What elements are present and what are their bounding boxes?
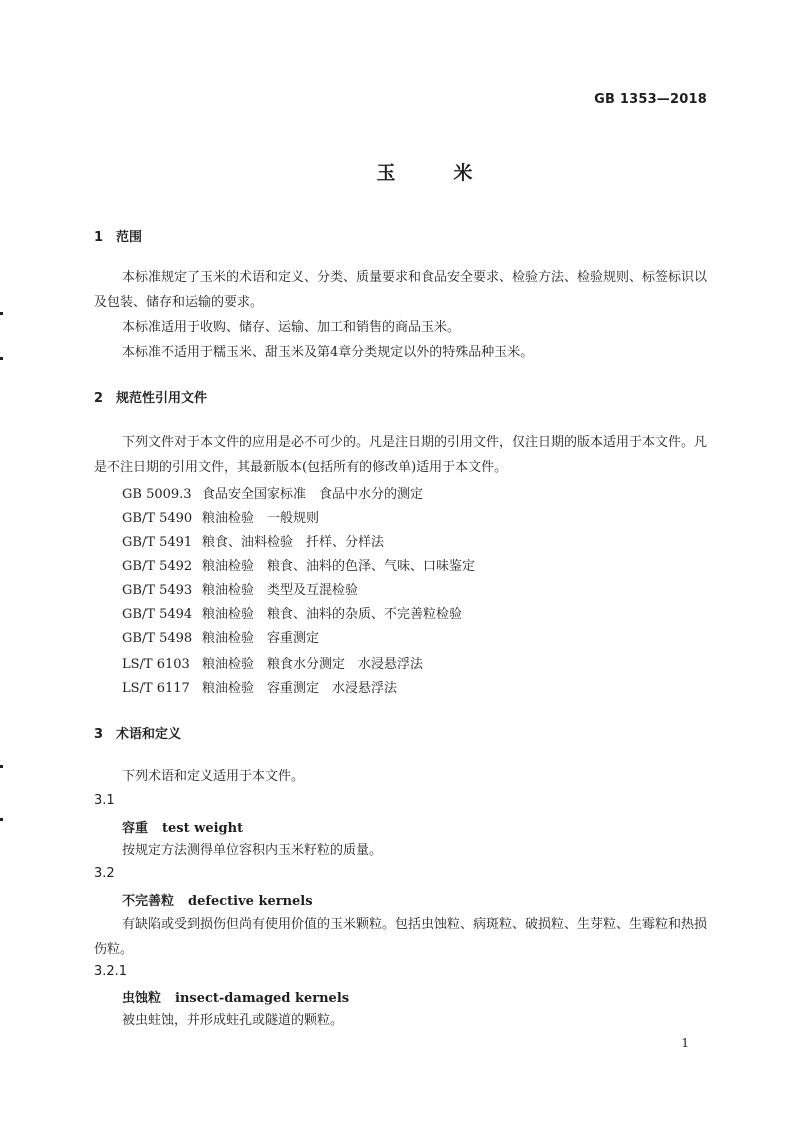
section-title: 术语和定义	[116, 727, 182, 742]
reference-title: 粮油检验 粮食、油料的色泽、气味、口味鉴定	[202, 559, 476, 574]
reference-item	[122, 603, 462, 622]
section-number: 1	[94, 230, 104, 245]
terms-intro: 下列术语和定义适用于本文件。	[122, 769, 305, 784]
reference-title: 粮油检验 粮食水分测定 水浸悬浮法	[202, 657, 424, 672]
standard-code: GB 1353—2018	[594, 92, 707, 107]
reference-code: GB/T 5494	[122, 607, 193, 622]
term-definition: 按规定方法测得单位容积内玉米籽粒的质量。	[122, 843, 383, 858]
term-definition: 被虫蛀蚀，并形成蛀孔或隧道的颗粒。	[122, 1013, 344, 1028]
scope-paragraph-3: 本标准不适用于糯玉米、甜玉米及第4章分类规定以外的特殊品种玉米。	[122, 345, 534, 360]
reference-item	[122, 677, 397, 696]
clause-number: 3.2.1	[94, 964, 128, 979]
reference-title: 食品安全国家标准 食品中水分的测定	[202, 487, 424, 502]
section-heading-scope	[94, 226, 142, 245]
page-title: 玉米	[376, 162, 531, 184]
term-en: test weight	[162, 821, 244, 836]
scan-mark	[0, 357, 3, 360]
term-entry	[122, 890, 313, 909]
section-heading-normative	[94, 387, 207, 406]
reference-item	[122, 627, 319, 646]
scope-paragraph-1: 本标准规定了玉米的术语和定义、分类、质量要求和食品安全要求、检验方法、检验规则、标签标识以及包装、储存和运输的要求。	[94, 270, 708, 310]
term-entry	[122, 817, 243, 836]
reference-title: 粮油检验 容重测定 水浸悬浮法	[202, 681, 398, 696]
reference-item	[122, 555, 475, 574]
clause-number: 3.2	[94, 866, 115, 881]
section-title: 规范性引用文件	[116, 391, 208, 406]
reference-title: 粮油检验 粮食、油料的杂质、不完善粒检验	[202, 607, 463, 622]
section-number: 3	[94, 727, 104, 742]
term-en: defective kernels	[188, 894, 313, 909]
reference-item	[122, 531, 384, 550]
reference-code: LS/T 6117	[122, 681, 190, 696]
reference-code: LS/T 6103	[122, 657, 190, 672]
section-number: 2	[94, 391, 104, 406]
reference-title: 粮油检验 一般规则	[202, 511, 320, 526]
scope-paragraph-2: 本标准适用于收购、储存、运输、加工和销售的商品玉米。	[122, 320, 461, 335]
reference-item	[122, 653, 423, 672]
reference-item	[122, 483, 423, 502]
reference-code: GB 5009.3	[122, 487, 192, 502]
section-title: 范围	[116, 230, 143, 245]
page-number: 1	[681, 1036, 689, 1050]
term-definition: 有缺陷或受到损伤但尚有使用价值的玉米颗粒。包括虫蚀粒、病斑粒、破损粒、生芽粒、生霉粒和热损伤粒。	[94, 917, 708, 957]
reference-code: GB/T 5493	[122, 583, 193, 598]
reference-item	[122, 507, 319, 526]
term-zh: 虫蚀粒	[122, 991, 162, 1006]
term-zh: 容重	[122, 821, 149, 836]
normative-intro: 下列文件对于本文件的应用是必不可少的。凡是注日期的引用文件，仅注日期的版本适用于本文件。凡是不注日期的引用文件，其最新版本(包括所有的修改单)适用于本文件。	[94, 435, 708, 475]
section-heading-terms	[94, 723, 181, 742]
scan-mark	[0, 818, 3, 821]
scan-mark	[0, 765, 3, 768]
reference-title: 粮食、油料检验 扦样、分样法	[202, 535, 385, 550]
scan-mark	[0, 312, 3, 315]
term-entry	[122, 987, 349, 1006]
reference-code: GB/T 5498	[122, 631, 193, 646]
reference-code: GB/T 5492	[122, 559, 193, 574]
clause-number: 3.1	[94, 793, 115, 808]
reference-item	[122, 579, 358, 598]
reference-title: 粮油检验 类型及互混检验	[202, 583, 359, 598]
term-en: insect-damaged kernels	[175, 991, 350, 1006]
term-zh: 不完善粒	[122, 894, 175, 909]
reference-code: GB/T 5490	[122, 511, 193, 526]
reference-title: 粮油检验 容重测定	[202, 631, 320, 646]
reference-code: GB/T 5491	[122, 535, 193, 550]
